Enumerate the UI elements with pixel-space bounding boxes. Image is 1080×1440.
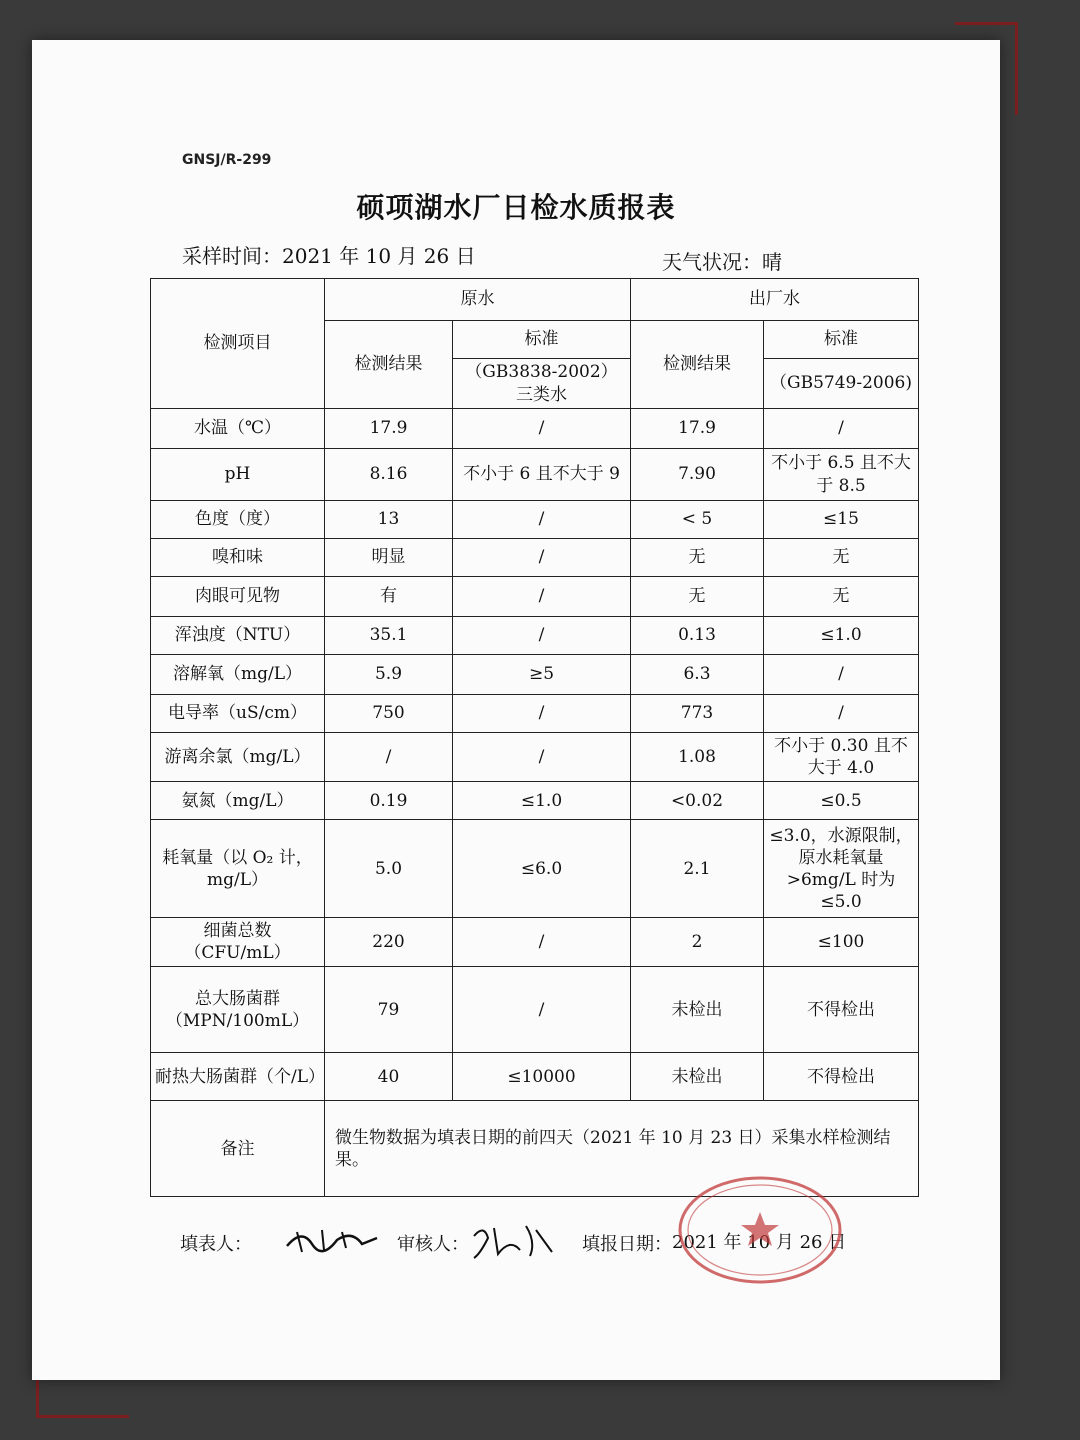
row-plant-standard: ≤1.0 xyxy=(764,617,919,655)
row-plant-standard: 无 xyxy=(764,539,919,577)
document-sheet xyxy=(32,40,1000,1380)
filler-label: 填表人： xyxy=(180,1234,252,1255)
water-quality-table xyxy=(150,278,919,1197)
table-row xyxy=(151,539,919,577)
document-code: GNSJ/R-299 xyxy=(182,152,272,168)
table-row xyxy=(151,501,919,539)
header-raw-water: 原水 xyxy=(325,279,631,321)
table-row xyxy=(151,655,919,695)
row-plant-result: 2 xyxy=(631,918,764,967)
table-row xyxy=(151,617,919,655)
table-row xyxy=(151,1053,919,1101)
row-plant-result: 17.9 xyxy=(631,409,764,449)
row-raw-result: 17.9 xyxy=(325,409,453,449)
remark-label: 备注 xyxy=(151,1101,325,1197)
date-label: 填报日期： xyxy=(582,1234,672,1255)
header-raw-standard: 标准 xyxy=(453,321,631,359)
row-item: 色度（度） xyxy=(151,501,325,539)
row-plant-result: 6.3 xyxy=(631,655,764,695)
header-item: 检测项目 xyxy=(151,279,325,409)
row-raw-result: 8.16 xyxy=(325,449,453,501)
row-plant-result: 7.90 xyxy=(631,449,764,501)
row-item: 游离余氯（mg/L） xyxy=(151,733,325,782)
row-item: 溶解氧（mg/L） xyxy=(151,655,325,695)
row-raw-standard: ≥5 xyxy=(453,655,631,695)
row-plant-standard: / xyxy=(764,695,919,733)
row-item: 水温（℃） xyxy=(151,409,325,449)
row-item: 浑浊度（NTU） xyxy=(151,617,325,655)
reviewer-signature xyxy=(470,1218,560,1263)
table-row xyxy=(151,733,919,782)
row-plant-standard: / xyxy=(764,655,919,695)
table-row xyxy=(151,577,919,617)
filler-signature xyxy=(282,1218,382,1258)
report-title: 硕项湖水厂日检水质报表 xyxy=(356,191,676,224)
row-item: 耗氧量（以 O₂ 计，mg/L） xyxy=(151,820,325,918)
row-plant-standard: 不小于 6.5 且不大于 8.5 xyxy=(764,449,919,501)
row-plant-result: 2.1 xyxy=(631,820,764,918)
row-plant-result: 773 xyxy=(631,695,764,733)
row-raw-standard: 不小于 6 且不大于 9 xyxy=(453,449,631,501)
row-raw-result: 750 xyxy=(325,695,453,733)
row-raw-standard: / xyxy=(453,501,631,539)
row-raw-result: 40 xyxy=(325,1053,453,1101)
row-plant-standard: ≤3.0，水源限制，原水耗氧量>6mg/L 时为≤5.0 xyxy=(764,820,919,918)
row-plant-result: 0.13 xyxy=(631,617,764,655)
row-item: pH xyxy=(151,449,325,501)
row-raw-standard: / xyxy=(453,918,631,967)
row-raw-standard: ≤6.0 xyxy=(453,820,631,918)
header-plant-result: 检测结果 xyxy=(631,321,764,409)
row-raw-standard: / xyxy=(453,539,631,577)
row-raw-result: 5.9 xyxy=(325,655,453,695)
row-plant-result: 未检出 xyxy=(631,1053,764,1101)
quality-inspection-stamp xyxy=(672,1170,852,1290)
row-plant-standard: 不得检出 xyxy=(764,967,919,1053)
row-raw-result: 13 xyxy=(325,501,453,539)
row-raw-standard: / xyxy=(453,967,631,1053)
row-raw-standard: / xyxy=(453,409,631,449)
row-raw-result: 有 xyxy=(325,577,453,617)
row-raw-standard: / xyxy=(453,695,631,733)
row-raw-result: 0.19 xyxy=(325,782,453,820)
row-plant-result: <0.02 xyxy=(631,782,764,820)
sampling-time: 采样时间：2021 年 10 月 26 日 xyxy=(182,244,476,268)
remark-text: 微生物数据为填表日期的前四天（2021 年 10 月 23 日）采集水样检测结果。 xyxy=(325,1101,919,1197)
row-item: 细菌总数（CFU/mL） xyxy=(151,918,325,967)
header-plant-standard-code: （GB5749-2006) xyxy=(764,359,919,409)
row-plant-result: 无 xyxy=(631,577,764,617)
row-plant-result: 无 xyxy=(631,539,764,577)
row-raw-standard: / xyxy=(453,617,631,655)
header-raw-standard-code: （GB3838-2002）三类水 xyxy=(453,359,631,409)
row-plant-standard: / xyxy=(764,409,919,449)
weather: 天气状况：晴 xyxy=(662,250,782,274)
row-item: 电导率（uS/cm） xyxy=(151,695,325,733)
row-raw-standard: / xyxy=(453,733,631,782)
row-item: 嗅和味 xyxy=(151,539,325,577)
header-plant-standard: 标准 xyxy=(764,321,919,359)
row-plant-result: 1.08 xyxy=(631,733,764,782)
row-raw-result: 220 xyxy=(325,918,453,967)
row-plant-result: < 5 xyxy=(631,501,764,539)
row-raw-result: 79 xyxy=(325,967,453,1053)
row-plant-result: 未检出 xyxy=(631,967,764,1053)
table-row xyxy=(151,967,919,1053)
row-raw-result: 明显 xyxy=(325,539,453,577)
row-item: 耐热大肠菌群（个/L） xyxy=(151,1053,325,1101)
row-item: 总大肠菌群（MPN/100mL） xyxy=(151,967,325,1053)
header-raw-result: 检测结果 xyxy=(325,321,453,409)
table-row xyxy=(151,409,919,449)
table-row xyxy=(151,918,919,967)
row-raw-standard: ≤10000 xyxy=(453,1053,631,1101)
row-plant-standard: 无 xyxy=(764,577,919,617)
table-row xyxy=(151,449,919,501)
report-date: 2021 年 10 月 26 日 xyxy=(672,1232,847,1253)
row-plant-standard: ≤0.5 xyxy=(764,782,919,820)
row-plant-standard: ≤100 xyxy=(764,918,919,967)
row-raw-result: 35.1 xyxy=(325,617,453,655)
row-raw-standard: / xyxy=(453,577,631,617)
table-row xyxy=(151,820,919,918)
row-plant-standard: ≤15 xyxy=(764,501,919,539)
table-row xyxy=(151,695,919,733)
row-raw-result: / xyxy=(325,733,453,782)
row-raw-standard: ≤1.0 xyxy=(453,782,631,820)
header-plant-water: 出厂水 xyxy=(631,279,919,321)
reviewer-label: 审核人： xyxy=(397,1234,469,1255)
table-row xyxy=(151,782,919,820)
row-raw-result: 5.0 xyxy=(325,820,453,918)
row-plant-standard: 不得检出 xyxy=(764,1053,919,1101)
row-item: 氨氮（mg/L） xyxy=(151,782,325,820)
row-item: 肉眼可见物 xyxy=(151,577,325,617)
row-plant-standard: 不小于 0.30 且不大于 4.0 xyxy=(764,733,919,782)
